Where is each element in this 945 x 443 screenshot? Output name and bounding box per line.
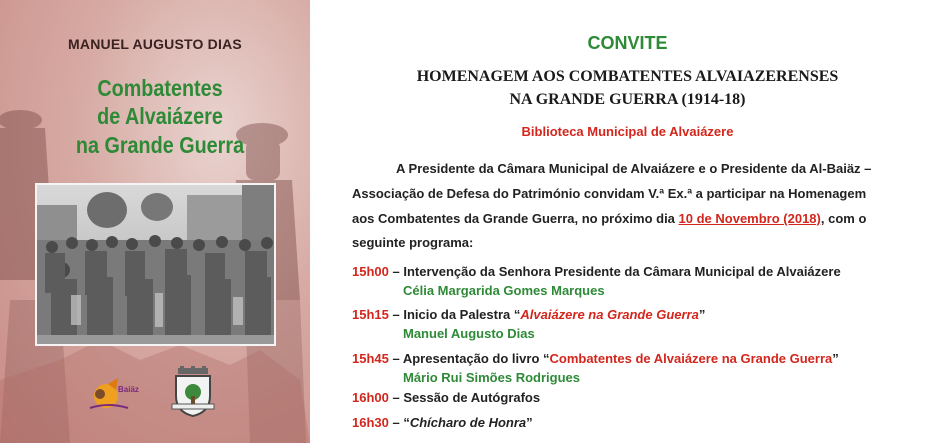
program-time: 15h45: [352, 351, 389, 366]
invitation-heading: CONVITE: [587, 33, 668, 53]
event-title-line-1: HOMENAGEM AOS COMBATENTES ALVAIAZERENSES: [416, 68, 839, 85]
invitation-paragraph-line-2: Associação de Defesa do Património convidam V.ª Ex.ª a participar na Homenagem: [352, 186, 867, 201]
program-item-5: [352, 415, 533, 430]
program-speaker-1: Célia Margarida Gomes Marques: [403, 283, 605, 298]
book-cover: [0, 0, 310, 443]
cover-photo: [35, 183, 276, 346]
program-highlight: Combatentes de Alvaiázere na Grande Guerra: [549, 351, 833, 366]
program-text: – Apresentação do livro “: [388, 351, 550, 366]
program-text: – Intervenção da Senhora Presidente da Câmara Municipal de Alvaiázere: [388, 264, 841, 279]
program-item-1: [352, 264, 841, 279]
program-speaker-3: Mário Rui Simões Rodrigues: [403, 370, 580, 385]
book-author: MANUEL AUGUSTO DIAS: [68, 36, 242, 52]
invitation-paragraph-line-4: seguinte programa:: [352, 235, 474, 250]
soldiers-photo-illustration: [37, 185, 276, 346]
program-text: – “: [388, 415, 410, 430]
book-title-line-1: Combatentes: [97, 75, 223, 101]
logo-left-text: Baiäz: [118, 385, 139, 394]
program-text-after: ”: [526, 415, 533, 430]
program-text-after: ”: [698, 307, 706, 322]
program-item-3: [352, 351, 839, 366]
venue: Biblioteca Municipal de Alvaiázere: [521, 124, 734, 139]
al-baiaz-logo: [88, 374, 146, 414]
program-highlight: Alvaiázere na Grande Guerra: [520, 307, 699, 322]
program-time: 15h15: [352, 307, 389, 322]
paragraph-text: , com o: [820, 211, 867, 226]
invitation-paragraph-line-3: [352, 211, 866, 226]
program-item-4: [352, 390, 540, 405]
invitation-paragraph-line-1: A Presidente da Câmara Municipal de Alvaiázere e o Presidente da Al-Baiäz –: [396, 161, 872, 176]
program-time: 16h30: [352, 415, 389, 430]
book-title-line-2: de Alvaiázere: [97, 103, 223, 129]
program-item-2: [352, 307, 705, 322]
event-title-line-2: NA GRANDE GUERRA (1914-18): [509, 91, 746, 108]
program-time: 16h00: [352, 390, 389, 405]
program-text: – Inicio da Palestra “: [388, 307, 521, 322]
paragraph-text: aos Combatentes da Grande Guerra, no próximo dia: [352, 211, 679, 226]
program-speaker-2: Manuel Augusto Dias: [403, 326, 535, 341]
program-text-after: ”: [832, 351, 839, 366]
program-time: 15h00: [352, 264, 389, 279]
event-date: 10 de Novembro (2018): [678, 211, 821, 226]
program-highlight: Chícharo de Honra: [409, 415, 527, 430]
program-text: – Sessão de Autógrafos: [388, 390, 541, 405]
book-title-line-3: na Grande Guerra: [75, 132, 245, 158]
municipality-crest-icon: [170, 366, 216, 418]
